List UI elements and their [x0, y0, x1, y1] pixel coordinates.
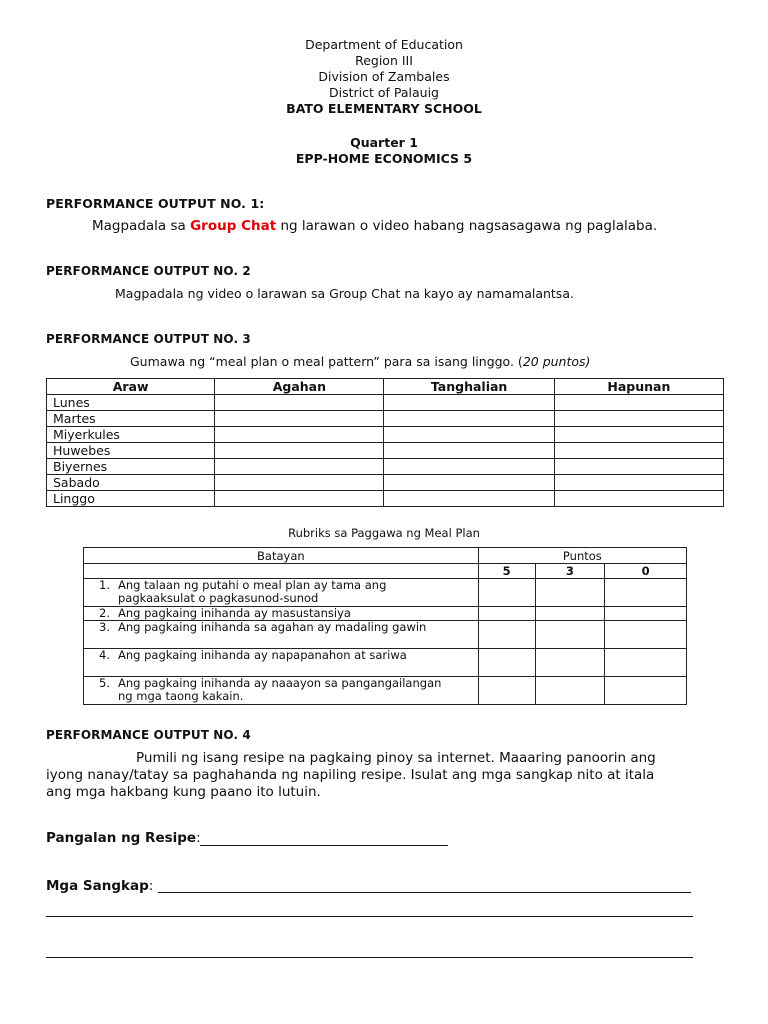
table-row — [84, 649, 687, 677]
criterion-number: 2. — [99, 606, 110, 620]
criterion-text: Ang pagkaing inihanda ay masustansiya — [118, 606, 351, 620]
criterion-text: Ang pagkaing inihanda sa agahan ay madaling gawin — [118, 620, 427, 634]
meal-plan-table — [46, 378, 724, 507]
agahan-cell[interactable] — [215, 395, 384, 411]
table-row — [47, 475, 724, 491]
criterion-cell — [84, 579, 479, 607]
score-3: 3 — [535, 564, 605, 579]
table-row — [47, 395, 724, 411]
criterion-text: Ang talaan ng putahi o meal plan ay tama ang pagkaaksulat o pagkasunod-sunod — [118, 578, 387, 605]
ingredients-label: Mga Sangkap — [46, 878, 149, 894]
po3-text-italic: 20 puntos) — [522, 354, 591, 369]
subject-title: EPP-HOME ECONOMICS 5 — [295, 151, 473, 166]
po1-text-before: Magpadala sa — [92, 218, 191, 234]
header-line-1: Department of Education — [305, 37, 463, 52]
day-cell: Huwebes — [47, 443, 215, 459]
score-cell[interactable] — [605, 621, 687, 649]
table-row — [84, 579, 687, 607]
hapunan-cell[interactable] — [554, 395, 723, 411]
score-5: 5 — [478, 564, 535, 579]
tanghalian-cell[interactable] — [384, 491, 554, 507]
score-cell[interactable] — [535, 621, 605, 649]
po1-text-after: ng larawan o video habang nagsasagawa ng paglalaba. — [276, 218, 658, 234]
ingredients-blank-2[interactable] — [46, 916, 693, 917]
recipe-label: Pangalan ng Resipe — [46, 830, 197, 846]
criterion-cell — [84, 677, 479, 705]
ingredients-blank-1[interactable] — [158, 892, 691, 893]
tanghalian-cell[interactable] — [384, 475, 554, 491]
table-row — [47, 427, 724, 443]
tanghalian-cell[interactable] — [384, 459, 554, 475]
col-tanghalian: Tanghalian — [384, 379, 554, 395]
rubric-header-row — [84, 548, 687, 564]
col-puntos: Puntos — [478, 548, 686, 564]
meal-plan-header-row — [47, 379, 724, 395]
header-line-2: Region III — [355, 53, 413, 68]
score-cell[interactable] — [605, 649, 687, 677]
agahan-cell[interactable] — [215, 475, 384, 491]
score-cell[interactable] — [478, 621, 535, 649]
day-cell: Miyerkules — [47, 427, 215, 443]
score-cell[interactable] — [605, 607, 687, 621]
tanghalian-cell[interactable] — [384, 427, 554, 443]
rubric-title: Rubriks sa Paggawa ng Meal Plan — [288, 526, 480, 540]
table-row — [47, 491, 724, 507]
rubric-table — [83, 547, 687, 705]
table-row — [84, 621, 687, 649]
empty-cell — [84, 564, 479, 579]
po1-title: PERFORMANCE OUTPUT NO. 1: — [46, 196, 265, 211]
hapunan-cell[interactable] — [554, 443, 723, 459]
table-row — [47, 443, 724, 459]
score-cell[interactable] — [605, 579, 687, 607]
col-agahan: Agahan — [215, 379, 384, 395]
table-row — [84, 607, 687, 621]
score-cell[interactable] — [535, 607, 605, 621]
day-cell: Biyernes — [47, 459, 215, 475]
hapunan-cell[interactable] — [554, 427, 723, 443]
score-cell[interactable] — [535, 677, 605, 705]
po4-paragraph — [46, 750, 736, 801]
hapunan-cell[interactable] — [554, 459, 723, 475]
criterion-text: Ang pagkaing inihanda ay naaayon sa pangangailangan ng mga taong kakain. — [118, 676, 442, 703]
score-cell[interactable] — [535, 579, 605, 607]
hapunan-cell[interactable] — [554, 411, 723, 427]
criterion-cell — [84, 649, 479, 677]
score-cell[interactable] — [478, 649, 535, 677]
score-0: 0 — [605, 564, 687, 579]
po1-instruction — [92, 218, 657, 234]
recipe-name-row: Pangalan ng Resipe: — [46, 830, 201, 846]
agahan-cell[interactable] — [215, 491, 384, 507]
criterion-number: 5. — [99, 676, 110, 690]
agahan-cell[interactable] — [215, 443, 384, 459]
col-hapunan: Hapunan — [554, 379, 723, 395]
rubric-score-row — [84, 564, 687, 579]
school-name: BATO ELEMENTARY SCHOOL — [286, 101, 482, 116]
recipe-name-blank[interactable] — [200, 845, 448, 846]
day-cell: Lunes — [47, 395, 215, 411]
po3-instruction — [130, 354, 590, 369]
day-cell: Sabado — [47, 475, 215, 491]
agahan-cell[interactable] — [215, 459, 384, 475]
po4-para-line-3: ang mga hakbang kung paano ito lutuin. — [46, 784, 321, 800]
table-row — [47, 411, 724, 427]
score-cell[interactable] — [478, 579, 535, 607]
po2-instruction: Magpadala ng video o larawan sa Group Chat na kayo ay namamalantsa. — [115, 286, 574, 301]
po1-highlight: Group Chat — [190, 218, 277, 234]
quarter-label: Quarter 1 — [350, 135, 418, 150]
tanghalian-cell[interactable] — [384, 411, 554, 427]
agahan-cell[interactable] — [215, 427, 384, 443]
criterion-cell — [84, 607, 479, 621]
criterion-number: 4. — [99, 648, 110, 662]
table-row — [84, 677, 687, 705]
table-row — [47, 459, 724, 475]
criterion-number: 3. — [99, 620, 110, 634]
score-cell[interactable] — [605, 677, 687, 705]
po2-title: PERFORMANCE OUTPUT NO. 2 — [46, 264, 251, 278]
criterion-cell — [84, 621, 479, 649]
po4-para-line-1: Pumili ng isang resipe na pagkaing pinoy sa internet. Maaaring panoorin ang — [136, 750, 656, 766]
criterion-text: Ang pagkaing inihanda ay napapanahon at sariwa — [118, 648, 407, 662]
col-batayan: Batayan — [84, 548, 479, 564]
po3-text-before: Gumawa ng “meal plan o meal pattern” para sa isang linggo. ( — [130, 354, 523, 369]
day-cell: Linggo — [47, 491, 215, 507]
tanghalian-cell[interactable] — [384, 395, 554, 411]
po4-title: PERFORMANCE OUTPUT NO. 4 — [46, 728, 251, 742]
score-cell[interactable] — [535, 649, 605, 677]
ingredients-blank-3[interactable] — [46, 957, 693, 958]
ingredients-row: Mga Sangkap: — [46, 878, 154, 894]
agahan-cell[interactable] — [215, 411, 384, 427]
hapunan-cell[interactable] — [554, 475, 723, 491]
po4-para-line-2: iyong nanay/tatay sa paghahanda ng napiling resipe. Isulat ang mga sangkap nito at itala — [46, 767, 655, 783]
day-cell: Martes — [47, 411, 215, 427]
header-line-3: Division of Zambales — [318, 69, 450, 84]
hapunan-cell[interactable] — [554, 491, 723, 507]
score-cell[interactable] — [478, 607, 535, 621]
po3-title: PERFORMANCE OUTPUT NO. 3 — [46, 332, 251, 346]
header-line-4: District of Palauig — [329, 85, 439, 100]
score-cell[interactable] — [478, 677, 535, 705]
criterion-number: 1. — [99, 578, 110, 592]
col-araw: Araw — [47, 379, 215, 395]
tanghalian-cell[interactable] — [384, 443, 554, 459]
